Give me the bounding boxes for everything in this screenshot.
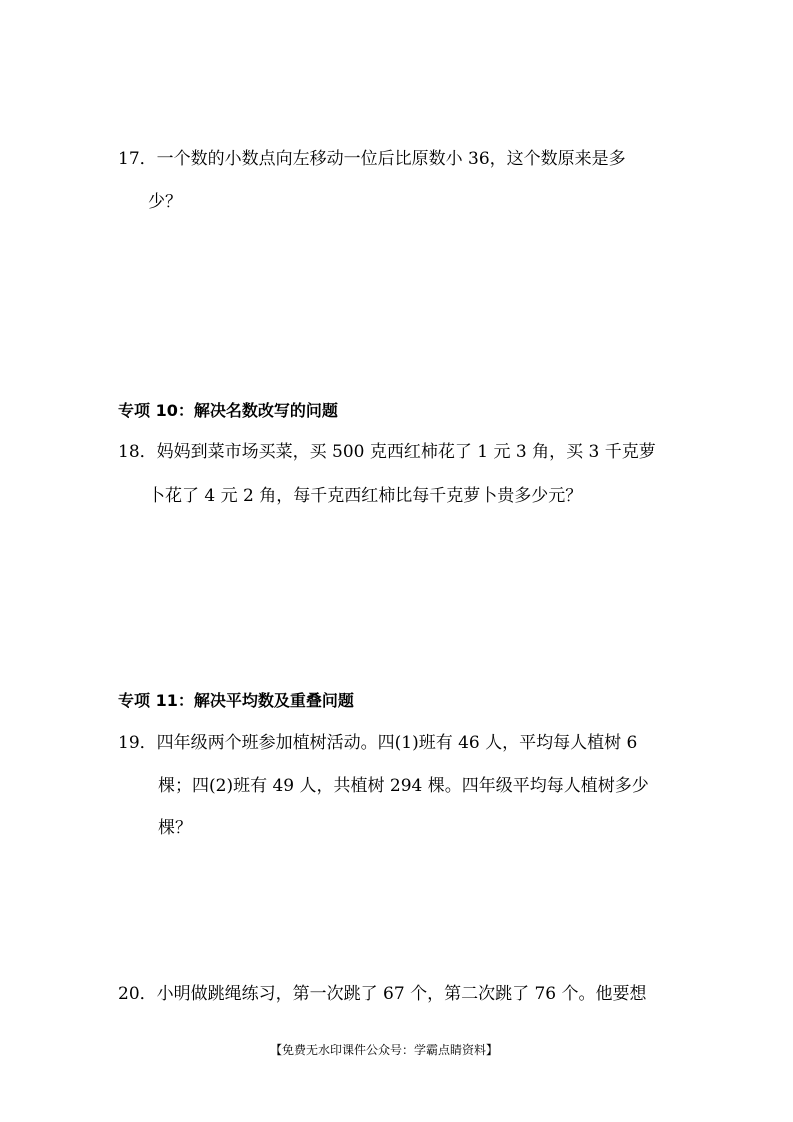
q19-line2: 棵；四(2)班有 49 人，共植树 294 棵。四年级平均每人植树多少 [158,776,649,796]
q17-line2: 少？ [148,192,182,212]
q20-line1: 20．小明做跳绳练习，第一次跳了 67 个，第二次跳了 76 个。他要想 [118,984,647,1004]
q18-line2: 卜花了 4 元 2 角，每千克西红柿比每千克萝卜贵多少元？ [148,486,583,506]
q19-line1: 19．四年级两个班参加植树活动。四(1)班有 46 人，平均每人植树 6 [118,733,638,753]
q18-line1: 18．妈妈到菜市场买菜，买 500 克西红柿花了 1 元 3 角，买 3 千克萝 [118,442,656,462]
section-10-heading: 专项 10：解决名数改写的问题 [118,401,338,420]
q19-line3: 棵？ [158,818,192,838]
q17-line1: 17．一个数的小数点向左移动一位后比原数小 36，这个数原来是多 [118,149,626,169]
section-11-heading: 专项 11：解决平均数及重叠问题 [118,691,354,710]
footer-text: 【免费无水印课件公众号：学霸点睛资料】 [270,1043,499,1057]
